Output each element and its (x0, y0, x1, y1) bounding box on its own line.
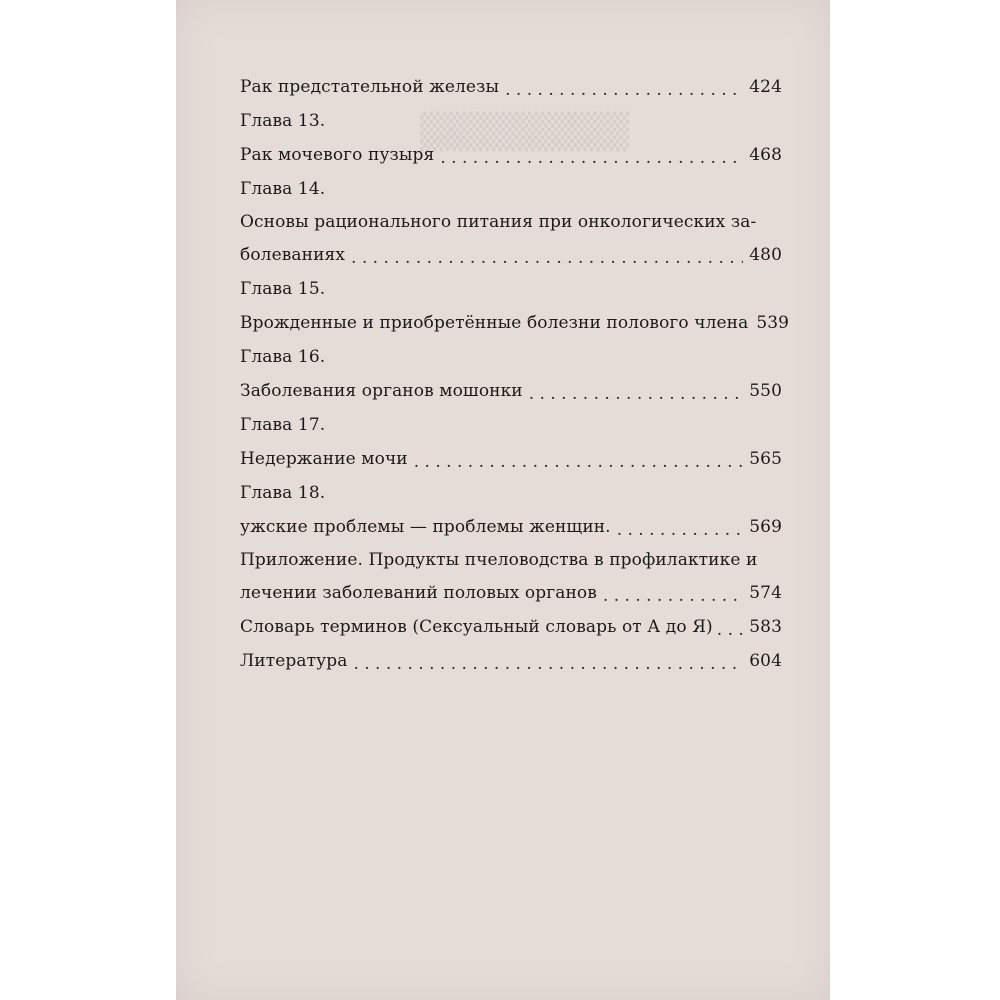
toc-entry[interactable] (240, 442, 782, 476)
table-of-contents (240, 70, 790, 678)
toc-entry-page: 539 (756, 313, 790, 333)
toc-entry-title: Словарь терминов (Сексуальный словарь от А до Я) (240, 617, 713, 637)
toc-entry-title: Заболевания органов мошонки (240, 381, 523, 401)
toc-entry[interactable] (240, 510, 782, 544)
toc-entry[interactable] (240, 238, 782, 272)
dot-leader (617, 520, 744, 540)
toc-entry[interactable] (240, 306, 790, 340)
toc-entry-page: 604 (749, 651, 782, 671)
dot-leader (351, 248, 743, 268)
toc-entry-title: болеваниях (240, 245, 346, 265)
dot-leader (529, 384, 744, 404)
chapter-label: Глава 16. (240, 347, 326, 367)
toc-entry-title: Врожденные и приобретённые болезни полового члена (240, 313, 749, 333)
toc-entry[interactable] (240, 138, 782, 172)
chapter-heading (240, 104, 782, 138)
toc-entry-title: Рак мочевого пузыря (240, 145, 435, 165)
toc-entry-title: ужские проблемы — проблемы женщин. (240, 517, 611, 537)
toc-entry-continued-line[interactable] (240, 206, 782, 238)
toc-entry-page: 583 (749, 617, 782, 637)
dot-leader (505, 80, 743, 100)
chapter-label: Глава 18. (240, 483, 326, 503)
dot-leader (440, 148, 743, 168)
toc-entry-page: 550 (749, 381, 782, 401)
toc-entry-page: 569 (749, 517, 782, 537)
toc-entry[interactable] (240, 576, 782, 610)
chapter-label: Глава 15. (240, 279, 326, 299)
chapter-label: Глава 13. (240, 111, 326, 131)
toc-entry-page: 565 (749, 449, 782, 469)
chapter-label: Глава 17. (240, 415, 326, 435)
toc-entry-title-line: Основы рационального питания при онкологических за- (240, 212, 757, 232)
dot-leader (603, 586, 743, 606)
dot-leader (353, 654, 743, 674)
toc-entry-page: 424 (749, 77, 782, 97)
chapter-heading (240, 476, 782, 510)
toc-entry-title: Рак предстательной железы (240, 77, 500, 97)
toc-entry[interactable] (240, 70, 782, 104)
toc-entry-title: Литература (240, 651, 348, 671)
toc-entry[interactable] (240, 610, 782, 644)
toc-entry[interactable] (240, 644, 782, 678)
toc-entry-page: 574 (749, 583, 782, 603)
dot-leader (414, 452, 744, 472)
toc-entry-continued-line[interactable] (240, 544, 782, 576)
chapter-heading (240, 172, 782, 206)
dot-leader (717, 620, 745, 640)
toc-entry[interactable] (240, 374, 782, 408)
chapter-label: Глава 14. (240, 179, 326, 199)
toc-entry-page: 480 (749, 245, 782, 265)
toc-entry-title: лечении заболеваний половых органов (240, 583, 597, 603)
chapter-heading (240, 408, 782, 442)
toc-entry-title-line: Приложение. Продукты пчеловодства в профилактике и (240, 550, 758, 570)
toc-entry-title: Недержание мочи (240, 449, 408, 469)
chapter-heading (240, 340, 782, 374)
chapter-heading (240, 272, 782, 306)
toc-entry-page: 468 (749, 145, 782, 165)
